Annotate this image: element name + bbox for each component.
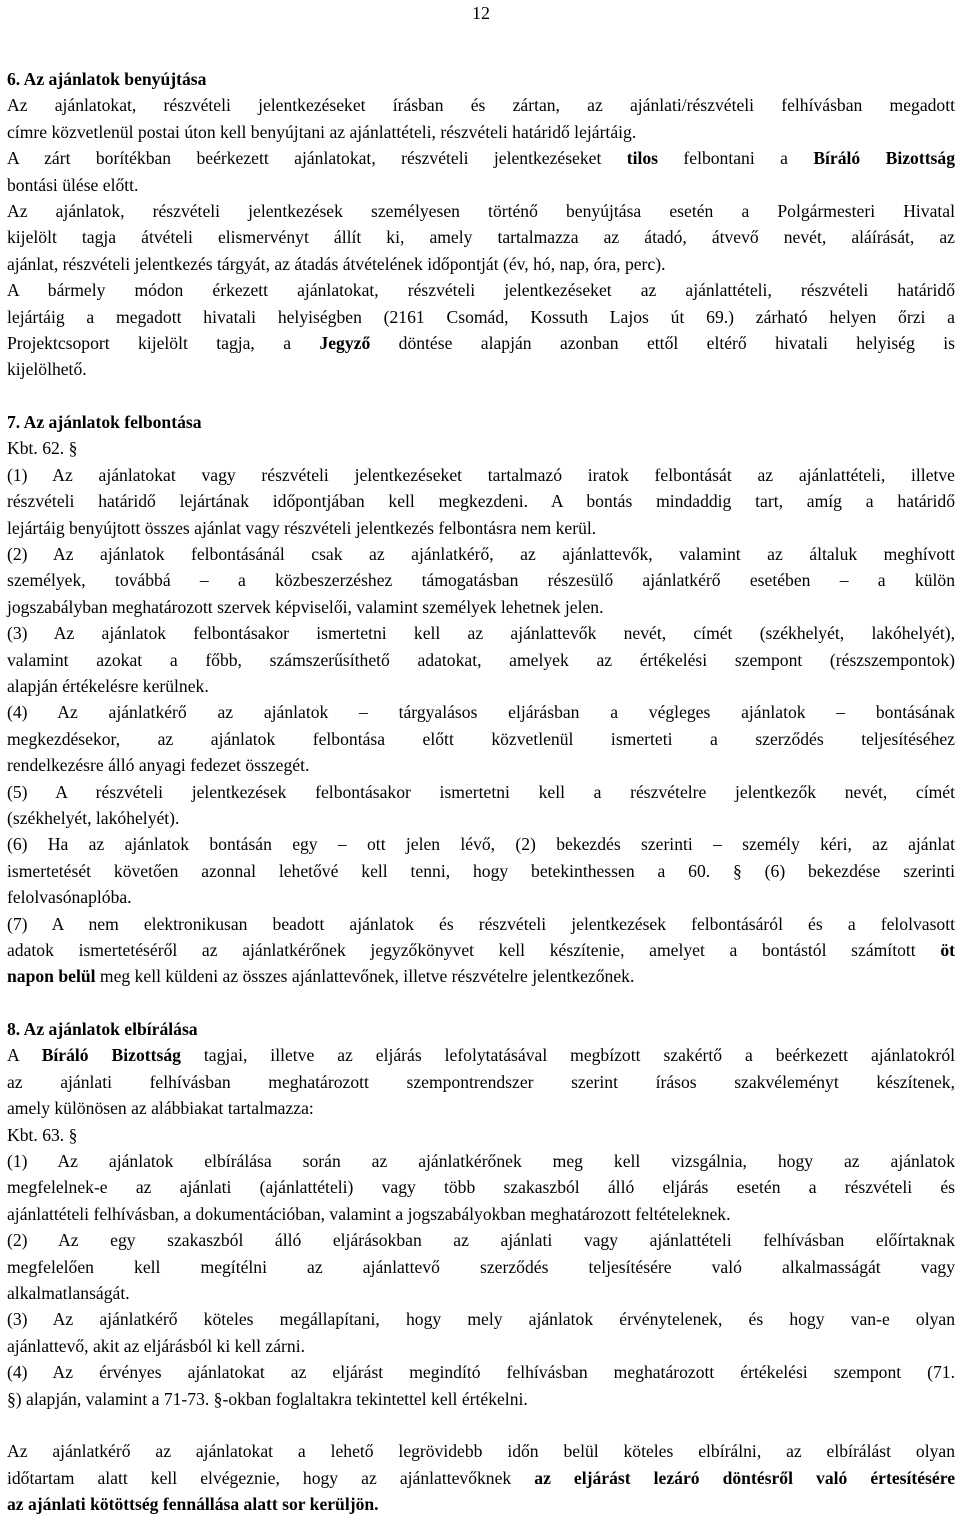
paragraph-line: (5) A részvételi jelentkezések felbontásakor ismertetni kell a részvételre jelentkezők nevét, címét xyxy=(7,781,955,802)
section-gap xyxy=(7,990,955,1016)
paragraph-line: ismertetését követően azonnal lehetővé kell tenni, hogy betekinthessen a 60. § (6) bekezdése szerinti xyxy=(7,860,955,881)
paragraph-line: lejártáig a megadott hivatali helyiségben (2161 Csomád, Kossuth Lajos út 69.) zárható helyen őrzi a xyxy=(7,306,955,327)
paragraph-line: (4) Az ajánlatkérő az ajánlatok – tárgyalásos eljárásban a végleges ajánlatok – bontásának xyxy=(7,702,955,723)
paragraph-line: (3) Az ajánlatkérő köteles megállapítani, hogy mely ajánlatok érvénytelenek, és hogy van-e olyan xyxy=(7,1309,955,1330)
page-number: 12 xyxy=(472,3,490,23)
paragraph-line: az ajánlati felhívásban meghatározott szempontrendszer szerint írásos szakvéleményt készítenek, xyxy=(7,1071,955,1092)
paragraph-line: kijelölhető. xyxy=(7,359,87,380)
paragraph-line: alapján értékelésre kerülnek. xyxy=(7,675,209,696)
paragraph-line: §) alapján, valamint a 71-73. §-okban foglaltakra tekintettel kell értékelni. xyxy=(7,1388,528,1409)
paragraph-line: Az ajánlatkérő az ajánlatokat a lehető legrövidebb időn belül köteles elbírálni, az elbírálást olyan xyxy=(7,1441,955,1462)
paragraph-line: (7) A nem elektronikusan beadott ajánlatok és részvételi jelentkezések felbontásáról és a felolvasott xyxy=(7,913,955,934)
paragraph-line: az ajánlati kötöttség fennállása alatt sor kerüljön. xyxy=(7,1494,379,1515)
paragraph-line: (4) Az érvényes ajánlatokat az eljárást megindító felhívásban meghatározott értékelési szempont (71. xyxy=(7,1362,955,1383)
paragraph-line: (székhelyét, lakóhelyét). xyxy=(7,807,180,828)
paragraph-line: adatok ismertetéséről az ajánlatkérőnek jegyzőkönyvet kell készítenie, amelyet a bontástól számított öt xyxy=(7,939,955,960)
paragraph-line: kijelölt tagja átvételi elismervényt állít ki, amely tartalmazza az átadó, átvevő nevét, aláírását, az xyxy=(7,227,955,248)
law-reference: Kbt. 63. § xyxy=(7,1124,78,1145)
paragraph-line: ajánlattételi felhívásban, a dokumentációban, valamint a jogszabályokban meghatározott feltételeknek. xyxy=(7,1203,731,1224)
paragraph-line: címre közvetlenül postai úton kell benyújtani az ajánlattételi, részvételi határidő lejártáig. xyxy=(7,121,637,142)
paragraph-line: Projektcsoport kijelölt tagja, a Jegyző döntése alapján azonban ettől eltérő hivatali helyiség is xyxy=(7,332,956,353)
paragraph-line: rendelkezésre álló anyagi fedezet összegét. xyxy=(7,755,310,776)
law-reference: Kbt. 62. § xyxy=(7,438,78,459)
section-7-heading: 7. Az ajánlatok felbontása xyxy=(7,412,202,433)
paragraph-line: (1) Az ajánlatok elbírálása során az ajánlatkérőnek meg kell vizsgálnia, hogy az ajánlatok xyxy=(7,1151,955,1172)
paragraph-line: személyek, továbbá – a közbeszerzéshez támogatásban részesülő ajánlatkérő esetében – a külön xyxy=(7,570,955,591)
paragraph-line: Az ajánlatokat, részvételi jelentkezéseket írásban és zártan, az ajánlati/részvételi felhívásban megadott xyxy=(7,95,955,116)
paragraph-line: (2) Az egy szakaszból álló eljárásokban az ajánlati vagy ajánlattételi felhívásban előírtaknak xyxy=(7,1230,955,1251)
paragraph-line: lejártáig benyújtott összes ajánlat vagy részvételi jelentkezés felbontásra nem kerül. xyxy=(7,517,597,538)
paragraph-line: részvételi határidő lejártának időpontjában kell megkezdeni. A bontás mindaddig tart, amíg a határidő xyxy=(7,491,955,512)
paragraph-line: megfelelően kell megítélni az ajánlattevő szerződés teljesítésére való alkalmasságát vagy xyxy=(7,1256,955,1277)
paragraph-line: valamint azokat a főbb, számszerűsíthető adatokat, amelyek az értékelési szempont (részszempontok) xyxy=(7,649,955,670)
paragraph-line: (2) Az ajánlatok felbontásánál csak az ajánlatkérő, az ajánlattevők, valamint az általuk meghívott xyxy=(7,544,955,565)
paragraph-line: A bármely módon érkezett ajánlatokat, részvételi jelentkezéseket az ajánlattételi, részvételi határidő xyxy=(7,280,955,301)
paragraph-line: időtartam alatt kell elvégeznie, hogy az ajánlattevőknek az eljárást lezáró döntésről való értesítésére xyxy=(7,1467,956,1488)
paragraph-line: alkalmatlanságát. xyxy=(7,1282,130,1303)
paragraph-line: amely különösen az alábbiakat tartalmazza: xyxy=(7,1098,314,1119)
paragraph-line: (6) Ha az ajánlatok bontásán egy – ott jelen lévő, (2) bekezdés szerinti – személy kéri, az ajánlat xyxy=(7,834,955,855)
document-body xyxy=(7,66,955,1517)
paragraph-line: A Bíráló Bizottság tagjai, illetve az eljárás lefolytatásával megbízott szakértő a beérkezett ajánlatokról xyxy=(7,1045,955,1066)
paragraph-line: bontási ülése előtt. xyxy=(7,174,139,195)
paragraph-line: ajánlat, részvételi jelentkezés tárgyát, az átadás átvételének időpontját (év, hó, nap, óra, perc). xyxy=(7,253,666,274)
paragraph-line: felolvasónaplóba. xyxy=(7,887,132,908)
paragraph-line: napon belül meg kell küldeni az összes ajánlattevőnek, illetve részvételre jelentkezőnek. xyxy=(7,966,635,987)
paragraph-line: megfelelnek-e az ajánlati (ajánlattételi) vagy több szakaszból álló eljárás esetén a részvételi és xyxy=(7,1177,955,1198)
paragraph-line: megkezdésekor, az ajánlatok felbontása előtt közvetlenül ismerteti a szerződés teljesítéséhez xyxy=(7,728,955,749)
paragraph-line: jogszabályban meghatározott szervek képviselői, valamint személyek lehetnek jelen. xyxy=(7,596,604,617)
paragraph-line: (1) Az ajánlatokat vagy részvételi jelentkezéseket tartalmazó iratok felbontását az ajánlattételi, illetve xyxy=(7,464,955,485)
section-gap xyxy=(7,1412,955,1438)
section-gap xyxy=(7,383,955,409)
paragraph-line: Az ajánlatok, részvételi jelentkezések személyesen történő benyújtása esetén a Polgármesteri Hivatal xyxy=(7,200,955,221)
paragraph-line: (3) Az ajánlatok felbontásakor ismertetni kell az ajánlattevők nevét, címét (székhelyét, lakóhelyét), xyxy=(7,623,955,644)
paragraph-line: ajánlattevő, akit az eljárásból ki kell zárni. xyxy=(7,1335,305,1356)
section-6-heading: 6. Az ajánlatok benyújtása xyxy=(7,69,207,89)
section-8-heading: 8. Az ajánlatok elbírálása xyxy=(7,1019,198,1040)
paragraph-line: A zárt borítékban beérkezett ajánlatokat, részvételi jelentkezéseket tilos felbontani a Bíráló Bizottság xyxy=(7,148,955,169)
